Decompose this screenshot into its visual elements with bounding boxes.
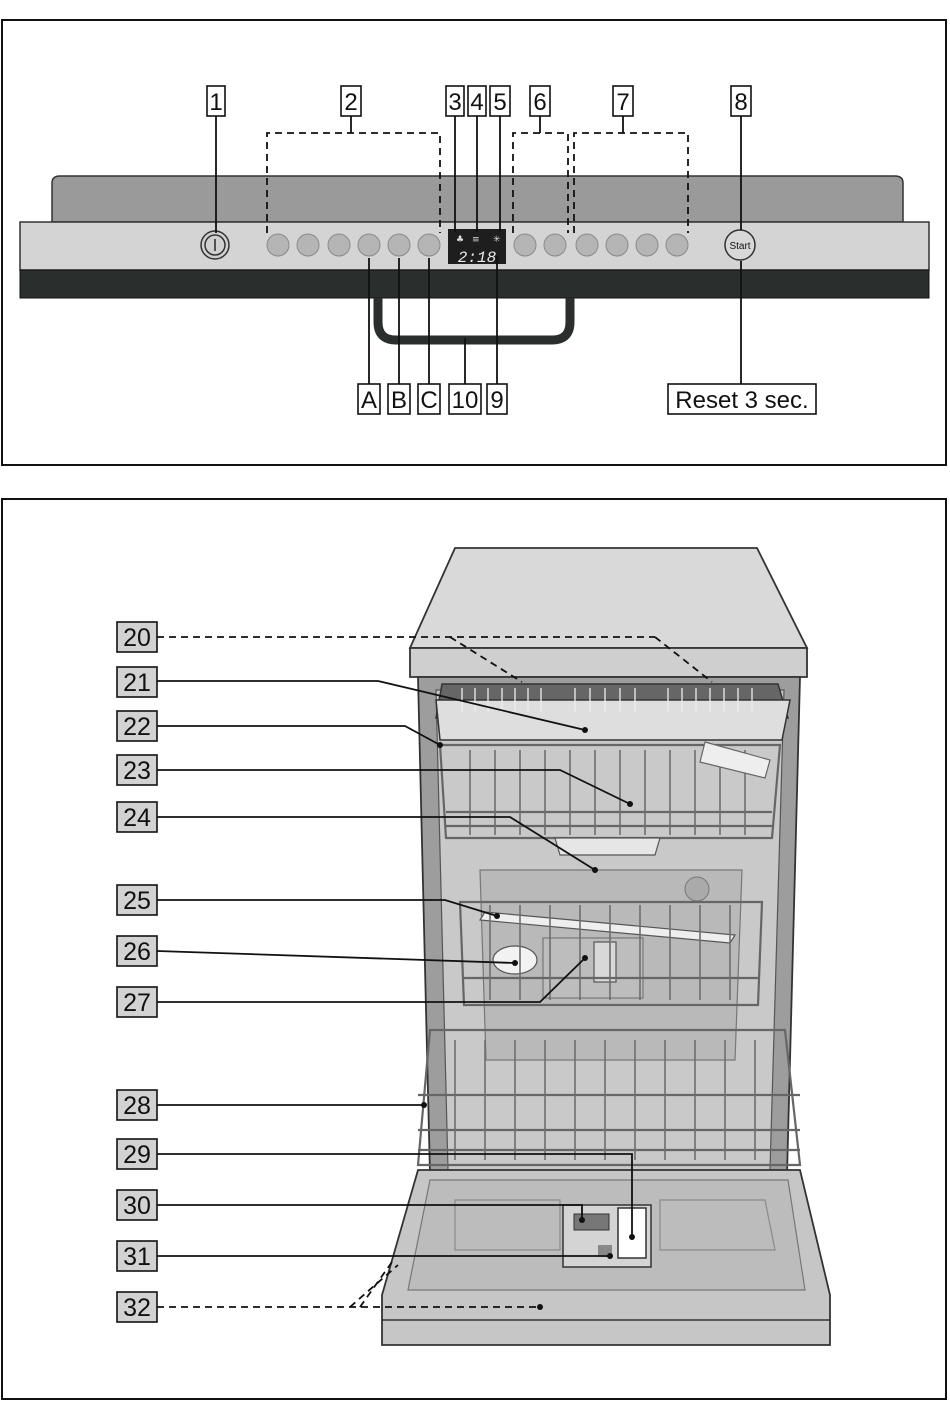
svg-text:24: 24 — [123, 804, 151, 832]
svg-text:20: 20 — [123, 624, 151, 652]
svg-text:23: 23 — [123, 757, 151, 785]
salt-icon: ≡ — [472, 235, 480, 245]
svg-text:C: C — [420, 387, 438, 414]
svg-text:A: A — [360, 387, 378, 414]
svg-text:26: 26 — [123, 938, 151, 966]
svg-text:22: 22 — [123, 713, 151, 741]
svg-text:Start: Start — [729, 241, 751, 252]
power-button[interactable] — [201, 231, 229, 259]
svg-text:29: 29 — [123, 1141, 151, 1169]
svg-text:Reset 3 sec.: Reset 3 sec. — [675, 387, 809, 414]
svg-text:6: 6 — [533, 89, 547, 116]
svg-text:4: 4 — [470, 89, 484, 116]
rinse-aid-icon: ♣ — [456, 235, 465, 245]
water-supply-icon: ✳ — [493, 235, 501, 245]
svg-text:9: 9 — [490, 387, 504, 414]
svg-text:10: 10 — [451, 387, 479, 414]
svg-text:B: B — [390, 387, 408, 414]
cutlery-drawer — [436, 684, 790, 740]
svg-text:25: 25 — [123, 887, 151, 915]
svg-text:21: 21 — [123, 669, 151, 697]
svg-text:2: 2 — [344, 89, 358, 116]
svg-text:27: 27 — [123, 989, 151, 1017]
svg-text:32: 32 — [123, 1294, 151, 1322]
worktop — [410, 548, 807, 648]
svg-text:5: 5 — [493, 89, 507, 116]
svg-text:31: 31 — [123, 1243, 151, 1271]
door-lower-band — [20, 270, 929, 298]
svg-text:3: 3 — [448, 89, 462, 116]
svg-text:8: 8 — [734, 89, 748, 116]
svg-text:30: 30 — [123, 1192, 151, 1220]
detergent-dispenser — [563, 1205, 651, 1267]
filter-assembly — [543, 938, 643, 998]
svg-text:1: 1 — [209, 89, 223, 116]
start-button[interactable] — [725, 230, 755, 260]
svg-text:28: 28 — [123, 1092, 151, 1120]
svg-text:7: 7 — [616, 89, 630, 116]
worktop-front — [410, 648, 807, 677]
svg-text:2:18: 2:18 — [457, 249, 497, 267]
tub-vent — [685, 877, 709, 901]
